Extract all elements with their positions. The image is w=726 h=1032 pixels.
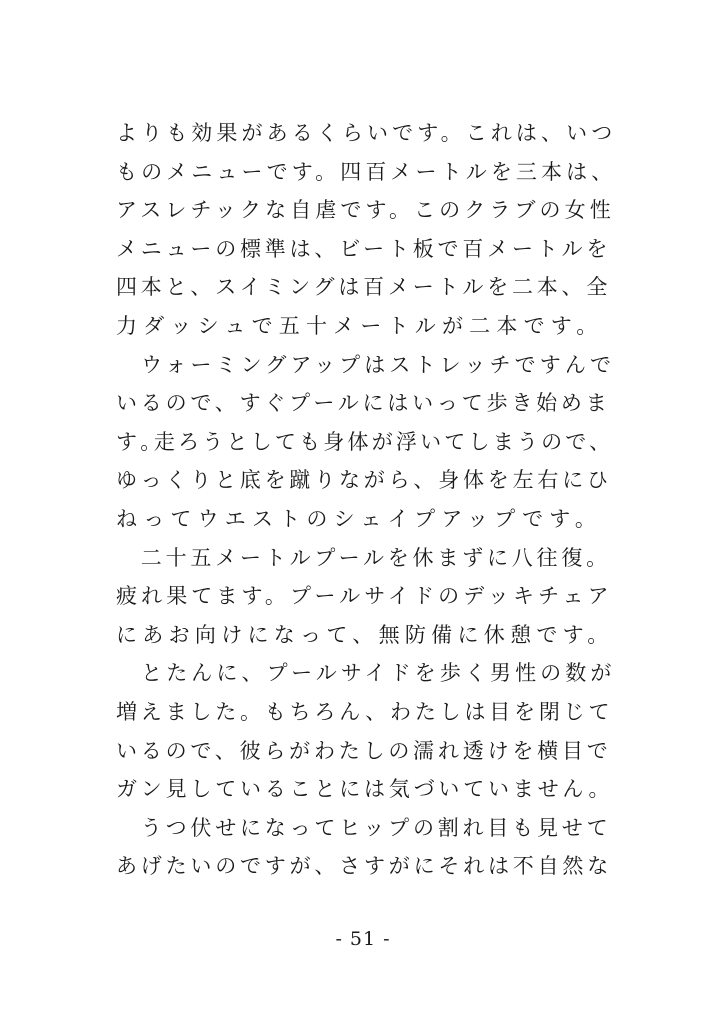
text-line: メニューの標準は、ビート板で百メートルを xyxy=(116,236,612,261)
text-line: あげたいのですが、さすがにそれは不自然な xyxy=(116,854,612,879)
text-line: 二十五メートルプールを休まずに八往復。 xyxy=(116,545,611,570)
text-line: 四本と、スイミングは百メートルを二本、全 xyxy=(116,275,612,300)
text-line: 疲れ果てます。プールサイドのデッキチェア xyxy=(116,584,613,609)
text-line: 力ダッシュで五十メートルが二本です。 xyxy=(116,313,604,338)
text-line: ねってウエストのシェイプアップです。 xyxy=(116,506,603,531)
body-text xyxy=(116,114,617,886)
text-line: す｡走ろうとしても身体が浮いてしまうので、 xyxy=(116,429,614,454)
text-line: にあお向けになって、無防備に休憩です。 xyxy=(116,622,614,647)
page-number: - 51 - xyxy=(335,928,391,950)
text-line: ガン見していることには気づいていません。 xyxy=(116,777,614,802)
text-line: ウォーミングアップはストレッチですんで xyxy=(116,352,616,377)
text-line: アスレチックな自虐です。このクラブの女性 xyxy=(116,198,615,223)
text-line: うつ伏せになってヒップの割れ目も見せて xyxy=(116,815,612,840)
text-line: よりも効果があるくらいです。これは、いつ xyxy=(116,121,617,145)
text-line: ゆっくりと底を蹴りながら、身体を左右にひ xyxy=(116,468,612,493)
text-line: とたんに、プールサイドを歩く男性の数が xyxy=(116,661,616,686)
text-line: ものメニューです。四百メートルを三本は、 xyxy=(116,159,617,184)
text-line: 増えました。もちろん、わたしは目を閉じて xyxy=(116,699,614,724)
text-line: いるので、すぐプールにはいって歩き始めま xyxy=(116,391,611,416)
text-line: いるので、彼らがわたしの濡れ透けを横目で xyxy=(116,738,612,763)
